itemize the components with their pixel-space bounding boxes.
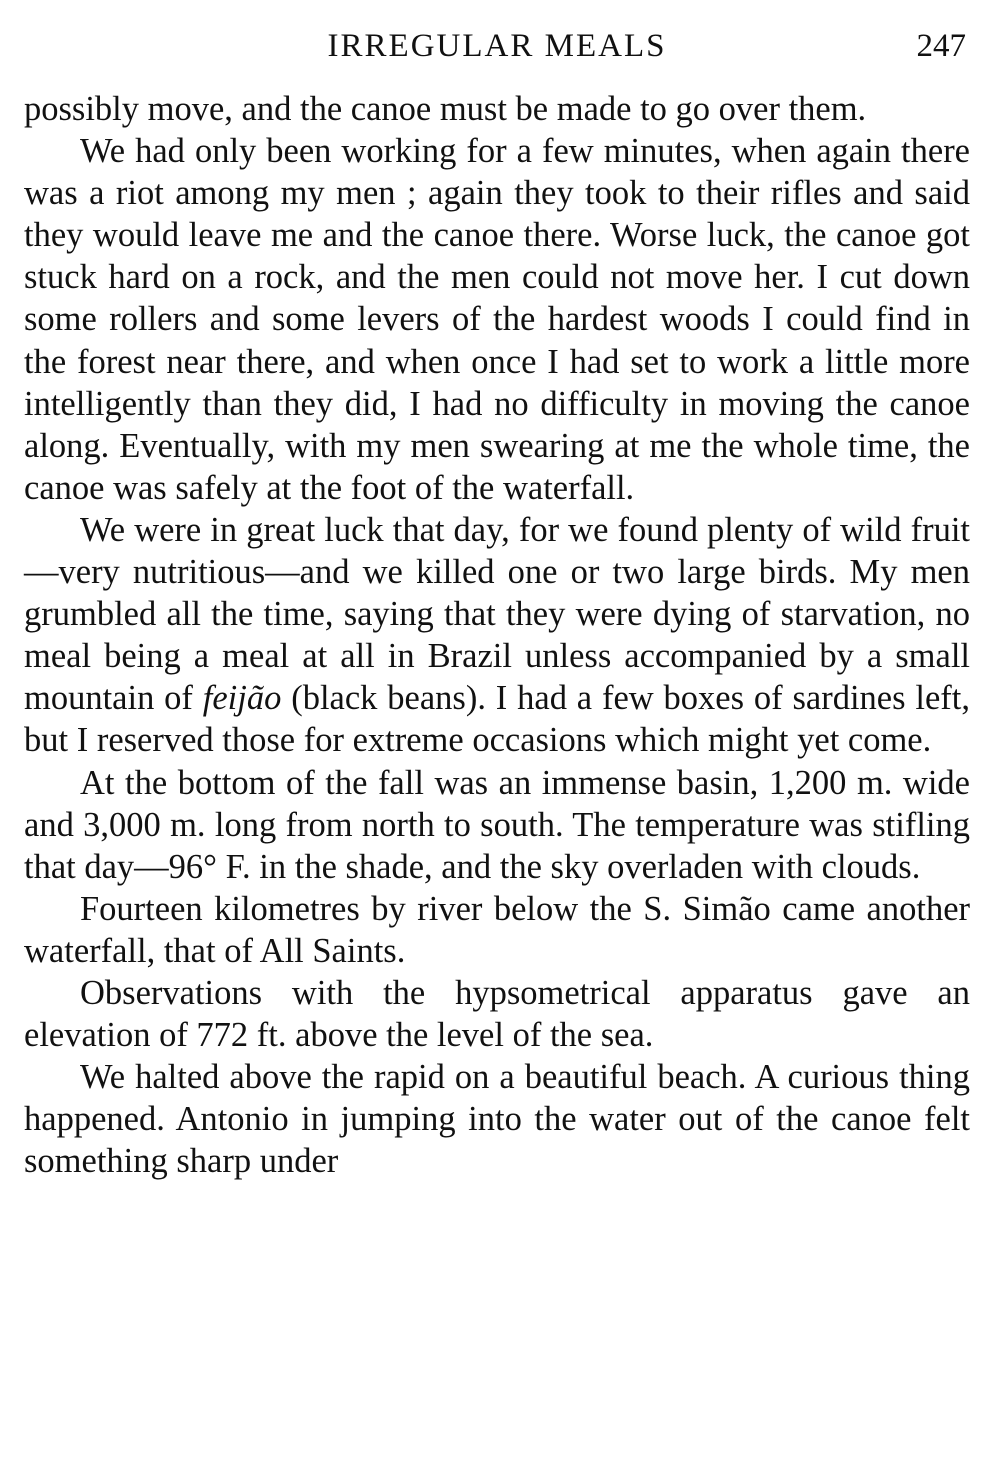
foreign-word-feijao: feijão xyxy=(202,679,282,718)
paragraph-continued: possibly move, and the canoe must be made to go over them. xyxy=(24,90,867,128)
page-header xyxy=(24,20,970,76)
paragraph-beach: We halted above the rapid on a beautiful beach. A curious thing happened. Antonio in jumping into the water out of the canoe felt something sharp under xyxy=(24,1058,970,1181)
paragraph-observations: Observations with the hypsometrical apparatus gave an elevation of 772 ft. above the level of the sea. xyxy=(24,973,970,1055)
body-text xyxy=(24,88,970,1182)
paragraph-wild-fruit-text-b: (black beans). I had a few boxes of sardines left, but I reserved those for extreme occasions which might yet come. xyxy=(24,679,970,760)
running-head: IRREGULAR MEALS xyxy=(327,28,667,64)
paragraph-basin: At the bottom of the fall was an immense basin, 1,200 m. wide and 3,000 m. long from north to south. The temperature was stifling that day—96° F. in the shade, and the sky overladen with clouds. xyxy=(24,763,970,886)
paragraph-all-saints: Fourteen kilometres by river below the S. Simão came another waterfall, that of All Saints. xyxy=(24,889,970,970)
paragraph-riot: We had only been working for a few minutes, when again there was a riot among my men ; again they took to their rifles and said they would leave me and the canoe there. Worse luck, the canoe got stuck hard on a rock, and the men could not move her. I cut down some rollers and some levers of the hardest woods I could find in the forest near there, and when once I had set to work a little more intelligently than they did, I had no difficulty in moving the canoe along. Eventually, with my men swearing at me the whole time, the canoe was safely at the foot of the waterfall. xyxy=(24,132,970,507)
paragraph-wild-fruit-text-a: We were in great luck that day, for we found plenty of wild fruit—very nutritious—and we killed one or two large birds. My men grumbled all the time, saying that they were dying of starvation, no meal being a meal at all in Brazil unless accompanied by a small mountain of xyxy=(24,510,970,718)
book-page xyxy=(24,20,970,1182)
page-number: 247 xyxy=(916,28,966,64)
paragraph-wild-fruit xyxy=(24,509,970,762)
